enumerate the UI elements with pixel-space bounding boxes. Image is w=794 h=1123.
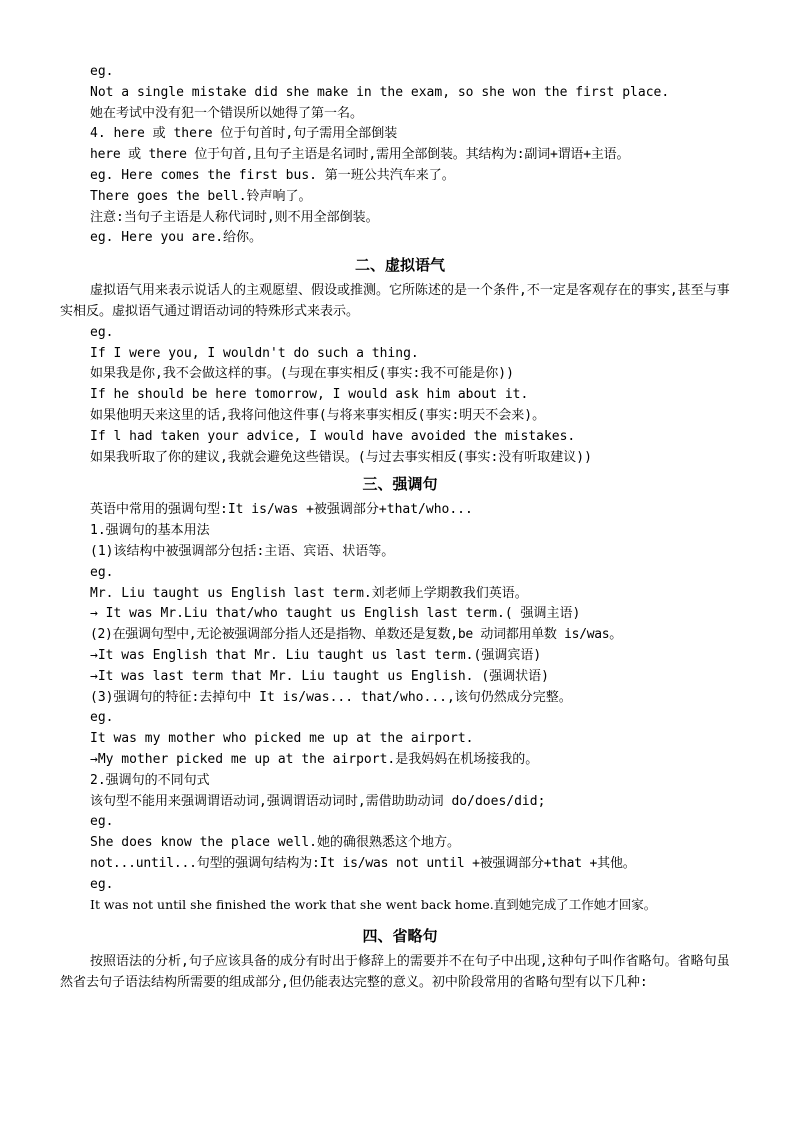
text-line: eg. (90, 64, 114, 79)
text-line: eg. (90, 564, 114, 580)
text-line: → It was Mr.Liu that/who taught us English last term.( 强调主语) (90, 606, 581, 622)
text-line: →It was English that Mr. Liu taught us last term.(强调宾语) (90, 647, 542, 663)
section-heading: 四、省略句 (362, 927, 438, 946)
text-line: 如果他明天来这里的话,我将问他这件事(与将来事实相反(事实:明天不会来)。 (90, 407, 546, 423)
text-line: eg. Here you are.给你。 (90, 230, 263, 246)
text-line: If he should be here tomorrow, I would ask him about it. (90, 387, 529, 403)
text-line: Not a single mistake did she make in the exam, so she won the first place. (90, 84, 670, 100)
text-line: here 或 there 位于句首,且句子主语是名词时,需用全部倒装。其结构为:副词+谓语+主语。 (90, 147, 630, 163)
section-heading: 二、虚拟语气 (354, 256, 445, 275)
section-heading: 三、强调句 (362, 475, 438, 494)
text-line: 2.强调句的不同句式 (90, 772, 210, 788)
text-line: It was not until she finished the work that she went back home.直到她完成了工作她才回家。 (90, 897, 657, 913)
text-line: 注意:当句子主语是人称代词时,则不用全部倒装。 (90, 209, 379, 225)
text-line: It was my mother who picked me up at the airport. (90, 731, 474, 747)
text-line: not...until...句型的强调句结构为:It is/was not until +被强调部分+that +其他。 (90, 855, 636, 871)
text-line: 如果我听取了你的建议,我就会避免这些错误。(与过去事实相反(事实:没有听取建议)) (90, 449, 592, 465)
text-line: 该句型不能用来强调谓语动词,强调谓语动词时,需借助助动词 do/does/did; (90, 793, 546, 809)
text-line: →It was last term that Mr. Liu taught us English. (强调状语) (90, 668, 549, 684)
text-line: →My mother picked me up at the airport.是我妈妈在机场接我的。 (90, 751, 539, 767)
text-line: 她在考试中没有犯一个错误所以她得了第一名。 (90, 105, 364, 121)
text-line: 1.强调句的基本用法 (90, 523, 210, 539)
text-line: eg. Here comes the first bus. 第一班公共汽车来了。 (90, 167, 455, 183)
text-line: She does know the place well.她的确很熟悉这个地方。 (90, 835, 460, 851)
text-line: Mr. Liu taught us English last term.刘老师上学期教我们英语。 (90, 585, 528, 601)
text-line: 4. here 或 there 位于句首时,句子需用全部倒装 (90, 126, 398, 142)
text-line: If l had taken your advice, I would have avoided the mistakes. (90, 428, 576, 444)
text-line: There goes the bell.铃声响了。 (90, 188, 312, 204)
text-line: 如果我是你,我不会做这样的事。(与现在事实相反(事实:我不可能是你)) (90, 366, 514, 382)
text-line: (1)该结构中被强调部分包括:主语、宾语、状语等。 (90, 543, 395, 559)
section-intro: 按照语法的分析,句子应该具备的成分有时出于修辞上的需要并不在句子中出现,这种句子叫作省略句。省略句虽然省去句子语法结构所需要的组成部分,但仍能表达完整的意义。初中阶段常用的省略句型有以下几种: (60, 954, 730, 991)
text-line: 英语中常用的强调句型:It is/was +被强调部分+that/who... (90, 502, 473, 518)
text-line: eg. (90, 324, 114, 340)
text-line: (3)强调句的特征:去掉句中 It is/was... that/who...,该句仍然成分完整。 (90, 689, 572, 705)
text-line: (2)在强调句型中,无论被强调部分指人还是指物、单数还是复数,be 动词都用单数 is/was。 (90, 627, 623, 643)
text-line: If I were you, I wouldn't do such a thing. (90, 345, 419, 361)
text-line: eg. (90, 710, 114, 726)
text-line: eg. (90, 814, 114, 830)
section-intro: 虚拟语气用来表示说话人的主观愿望、假设或推测。它所陈述的是一个条件,不一定是客观存在的事实,甚至与事实相反。虚拟语气通过谓语动词的特殊形式来表示。 (60, 283, 730, 319)
text-line: eg. (90, 876, 114, 892)
